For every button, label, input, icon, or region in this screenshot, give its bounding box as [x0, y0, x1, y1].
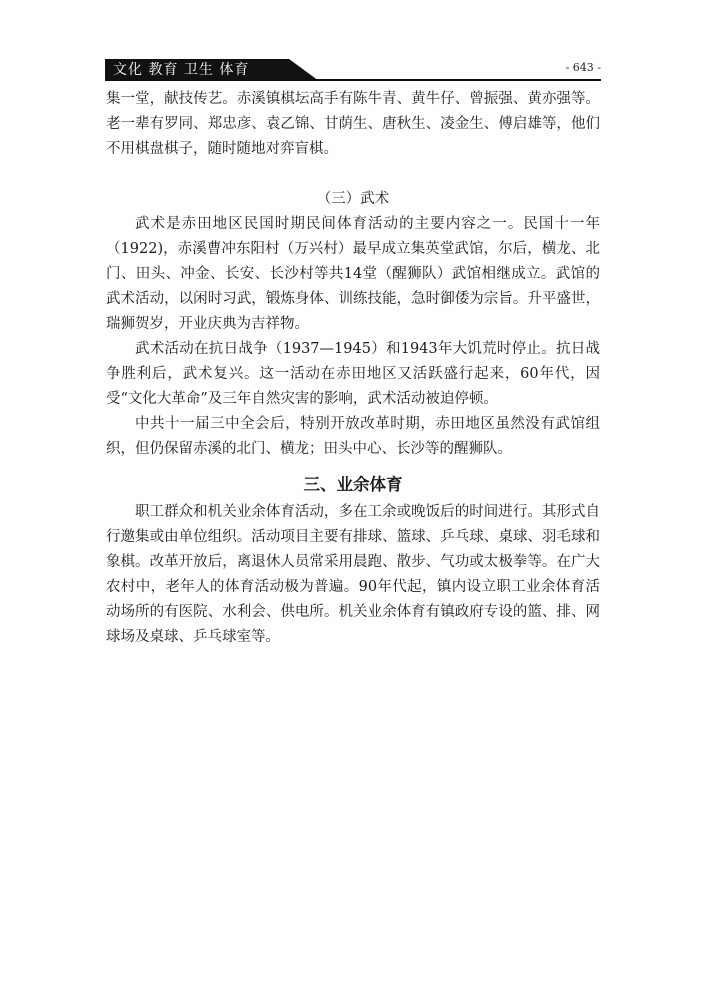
amateur-sports-paragraph: 职工群众和机关业余体育活动，多在工余或晚饭后的时间进行。其形式自行邀集或由单位组织。活动项目主要有排球、篮球、乒乓球、桌球、羽毛球和象棋。改革开放后，离退休人员常采用晨跑、散步、气功或太极拳等。在广大农村中，老年人的体育活动极为普遍。90年代起，镇内设立职工业余体育活动场所的有医院、水利会、供电所。机关业余体育有镇政府专设的篮、排、网球场及桌球、乒乓球室等。: [106, 504, 600, 645]
section-title: 文化 教育 卫生 体育: [113, 62, 250, 78]
section-heading-amateur-sports: 三、业余体育: [303, 475, 403, 494]
wushu-paragraph-2: 武术活动在抗日战争（1937—1945）和1943年大饥荒时停止。抗日战争胜利后，武术复兴。这一活动在赤田地区又活跃盛行起来，60年代，因受“文化大革命”及三年自然灾害的影响，武术活动被迫停顿。: [106, 341, 600, 407]
continued-paragraph: 集一堂，献技传艺。赤溪镇棋坛高手有陈牛青、黄牛仔、曾振强、黄亦强等。老一辈有罗同、郑忠彦、袁乙锦、甘荫生、唐秋生、凌金生、傅启雄等，他们不用棋盘棋子，随时随地对弈盲棋。: [106, 91, 600, 157]
page-body: [106, 87, 600, 650]
wushu-paragraph-1: 武术是赤田地区民国时期民间体育活动的主要内容之一。民国十一年（1922)，赤溪曹冲东阳村（万兴村）最早成立集英堂武馆，尔后，横龙、北门、田头、冲金、长安、长沙村等共14堂（醒狮队）武馆相继成立。武馆的武术活动，以闲时习武，锻炼身体、训练技能，急时御倭为宗旨。升平盛世，瑞狮贺岁，开业庆典为吉祥物。: [106, 216, 600, 332]
page-number: - 643 -: [565, 61, 601, 74]
subsection-heading-wushu: （三）武术: [316, 191, 390, 207]
wushu-paragraph-3: 中共十一届三中全会后，特别开放改革时期，赤田地区虽然没有武馆组织，但仍保留赤溪的北门、横龙；田头中心、长沙等的醒狮队。: [106, 416, 600, 457]
header-rule: [105, 79, 601, 81]
